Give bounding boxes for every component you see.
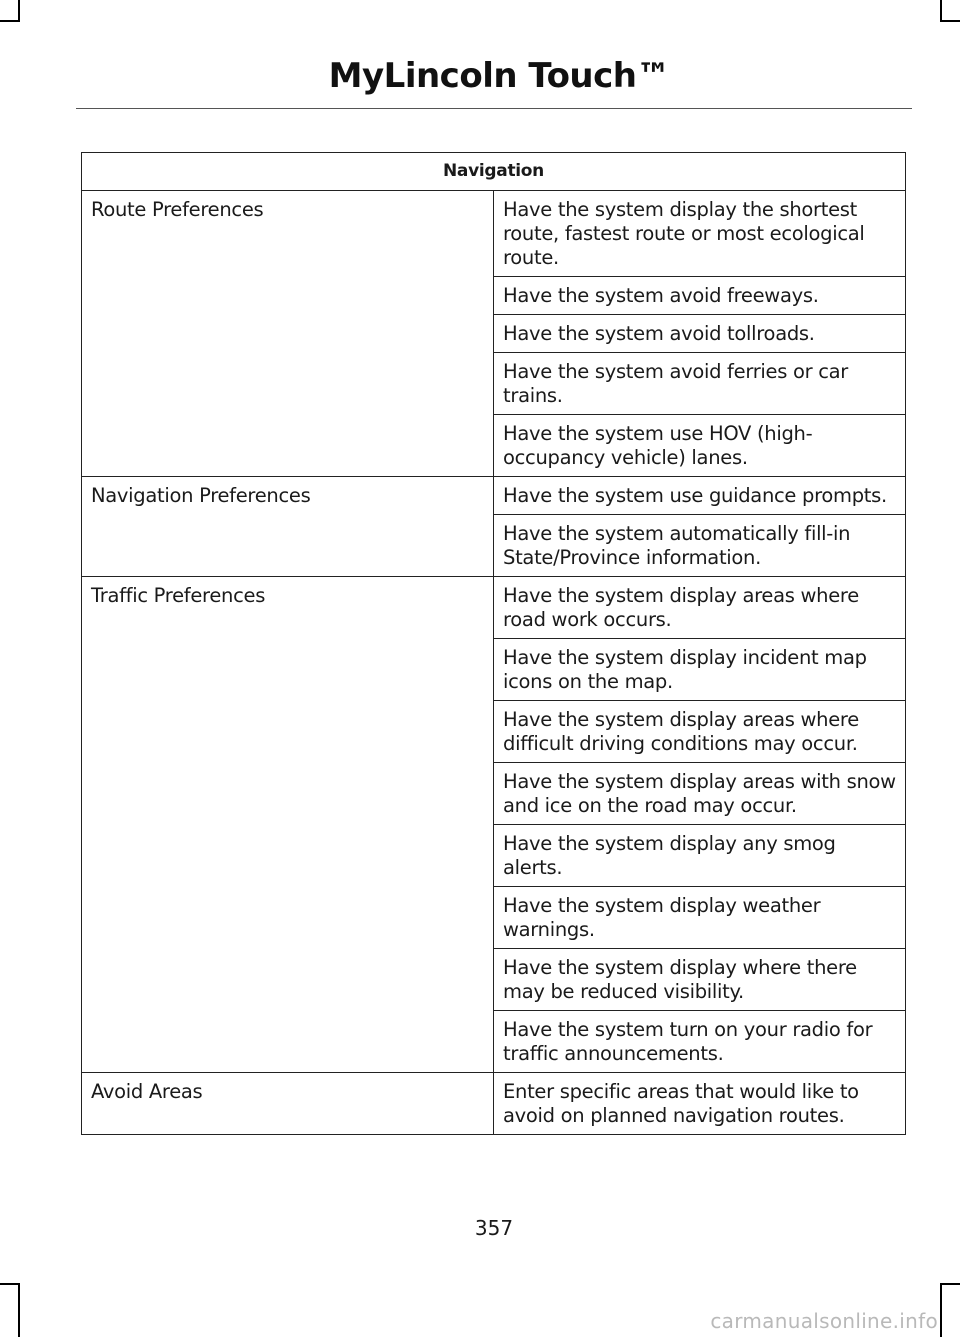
description-cell: Have the system display where there may be reduced visibility. — [494, 949, 906, 1011]
description-cell: Have the system automatically fill-in State/Province information. — [494, 515, 906, 577]
crop-mark — [940, 0, 942, 22]
category-cell: Traffic Preferences — [82, 577, 494, 1073]
description-cell: Have the system avoid freeways. — [494, 277, 906, 315]
category-cell: Route Preferences — [82, 191, 494, 477]
watermark: carmanualsonline.info — [710, 1309, 938, 1333]
description-cell: Have the system display areas with snow and ice on the road may occur. — [494, 763, 906, 825]
description-cell: Have the system display weather warnings. — [494, 887, 906, 949]
category-cell: Avoid Areas — [82, 1073, 494, 1135]
table-row — [82, 577, 906, 639]
page-title: MyLincoln Touch™ — [328, 56, 670, 96]
description-cell: Have the system use HOV (high-occupancy vehicle) lanes. — [494, 415, 906, 477]
description-cell: Have the system turn on your radio for traffic announcements. — [494, 1011, 906, 1073]
table-row — [82, 1073, 906, 1135]
description-cell: Have the system avoid tollroads. — [494, 315, 906, 353]
table-row — [82, 191, 906, 277]
table-heading: Navigation — [82, 153, 906, 191]
crop-mark — [0, 20, 20, 22]
table-row — [82, 477, 906, 515]
navigation-table — [81, 152, 906, 1135]
description-cell: Have the system display any smog alerts. — [494, 825, 906, 887]
table-header-row — [82, 153, 906, 191]
crop-mark — [0, 1283, 20, 1285]
crop-mark — [940, 20, 960, 22]
table-body — [82, 191, 906, 1135]
crop-mark — [18, 1283, 20, 1337]
category-cell: Navigation Preferences — [82, 477, 494, 577]
description-cell: Have the system display the shortest route, fastest route or most ecological route. — [494, 191, 906, 277]
crop-mark — [18, 0, 20, 22]
crop-mark — [940, 1283, 942, 1337]
description-cell: Enter specific areas that would like to avoid on planned navigation routes. — [494, 1073, 906, 1135]
description-cell: Have the system display areas where difficult driving conditions may occur. — [494, 701, 906, 763]
description-cell: Have the system use guidance prompts. — [494, 477, 906, 515]
description-cell: Have the system avoid ferries or car trains. — [494, 353, 906, 415]
title-divider — [76, 108, 912, 109]
page-number: 357 — [474, 1216, 514, 1240]
description-cell: Have the system display areas where road work occurs. — [494, 577, 906, 639]
crop-mark — [940, 1283, 960, 1285]
description-cell: Have the system display incident map icons on the map. — [494, 639, 906, 701]
